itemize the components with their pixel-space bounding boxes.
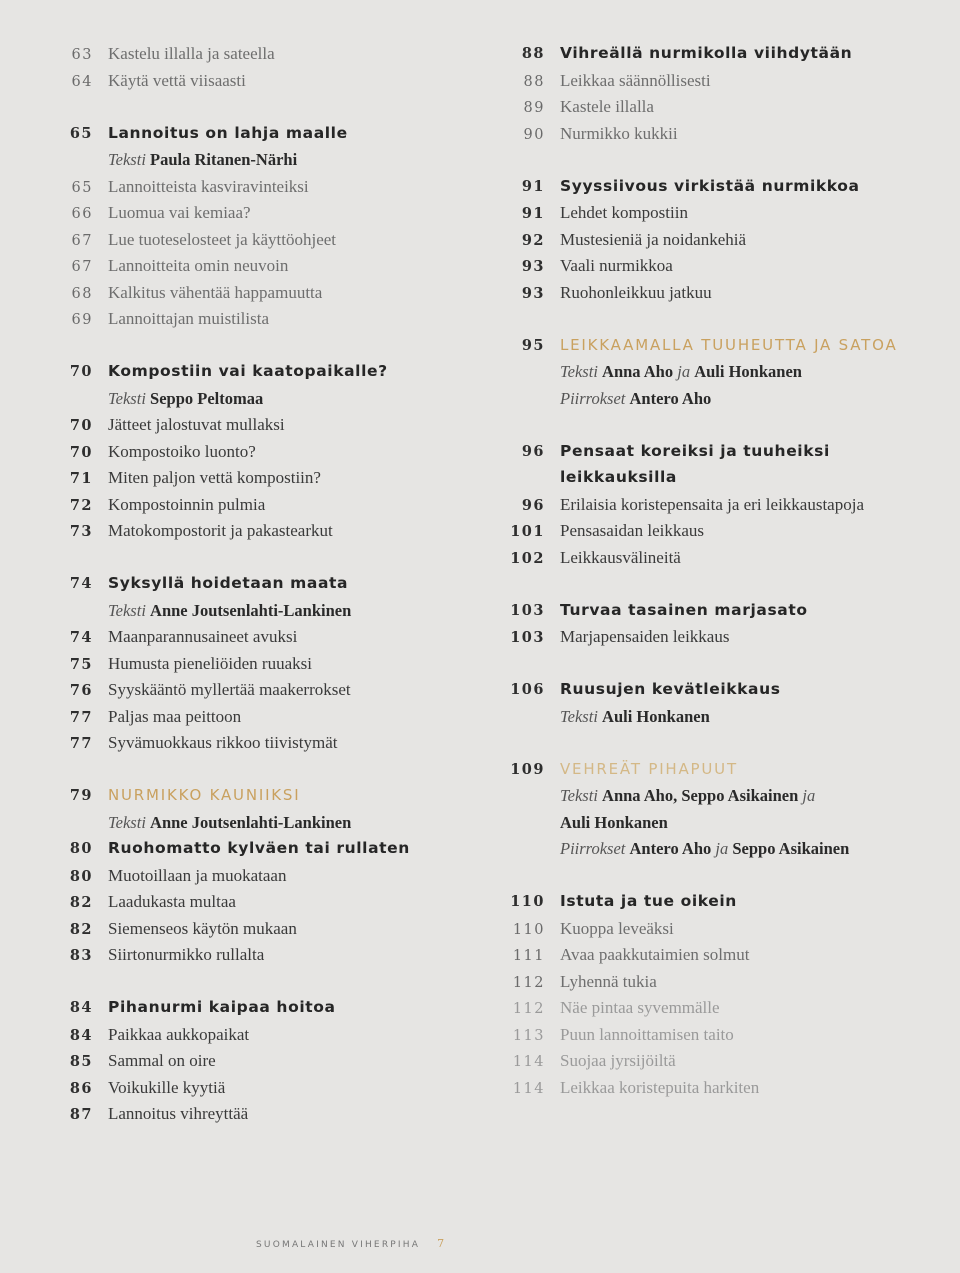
toc-page-number: 82 bbox=[69, 920, 93, 938]
toc-section bbox=[503, 336, 943, 363]
toc-page-number: 113 bbox=[512, 1027, 545, 1044]
toc-title: Lannoitus vihreyttää bbox=[108, 1104, 249, 1123]
toc-page-number: 70 bbox=[69, 417, 93, 434]
toc-page-number: 67 bbox=[71, 232, 93, 249]
toc-page-number: 77 bbox=[69, 708, 93, 726]
toc-title: Lue tuoteselosteet ja käyttöohjeet bbox=[108, 229, 337, 249]
toc-credit bbox=[62, 389, 482, 416]
toc-page-number: 72 bbox=[69, 496, 93, 514]
toc-title: Mustesieniä ja noidankehiä bbox=[560, 229, 747, 249]
toc-entry bbox=[62, 654, 482, 681]
toc-title: Lannoitteita omin neuvoin bbox=[108, 256, 289, 275]
spacer bbox=[62, 548, 482, 575]
toc-page-number: 110 bbox=[510, 893, 545, 910]
toc-entry bbox=[62, 71, 482, 98]
toc-title: Leikkaa säännöllisesti bbox=[560, 70, 711, 90]
toc-title: Pensaat koreiksi ja tuuheiksi bbox=[560, 441, 830, 460]
toc-heading bbox=[62, 574, 482, 601]
toc-entry bbox=[62, 627, 482, 654]
toc-title: Avaa paakkutaimien solmut bbox=[560, 945, 750, 964]
toc-entry bbox=[503, 1025, 943, 1052]
toc-entry bbox=[503, 919, 943, 946]
toc-title: Laadukasta multaa bbox=[108, 892, 236, 911]
toc-page-number: 68 bbox=[71, 285, 93, 302]
credit-line bbox=[560, 362, 802, 382]
toc-title: Kompostoinnin pulmia bbox=[108, 494, 266, 514]
toc-title: Sammal on oire bbox=[108, 1051, 216, 1070]
toc-title: VEHREÄT PIHAPUUT bbox=[560, 759, 738, 778]
toc-page-number: 114 bbox=[512, 1080, 545, 1097]
page-number: 7 bbox=[437, 1237, 447, 1250]
toc-entry bbox=[503, 203, 943, 230]
toc-entry bbox=[503, 71, 943, 98]
spacer bbox=[62, 336, 482, 363]
toc-title: Voikukille kyytiä bbox=[108, 1077, 226, 1097]
toc-entry bbox=[62, 707, 482, 734]
toc-title: Pihanurmi kaipaa hoitoa bbox=[108, 998, 336, 1016]
toc-page-number: 74 bbox=[69, 575, 93, 592]
toc-credit bbox=[503, 707, 943, 734]
toc-page-number: 80 bbox=[69, 867, 93, 885]
toc-entry bbox=[62, 919, 482, 946]
toc-title: Käytä vettä viisaasti bbox=[108, 70, 246, 90]
toc-entry bbox=[62, 256, 482, 283]
footer-label: SUOMALAINEN VIHERPIHA bbox=[256, 1240, 421, 1250]
credit-name: Anna Aho, Seppo Asikainen bbox=[602, 786, 799, 805]
toc-page-number: 101 bbox=[510, 523, 545, 540]
toc-title: Paljas maa peittoon bbox=[108, 706, 242, 726]
toc-left-column bbox=[62, 44, 482, 1131]
toc-entry bbox=[62, 680, 482, 707]
toc-heading bbox=[62, 362, 482, 389]
toc-entry bbox=[503, 998, 943, 1025]
toc-title: Kastelu illalla ja sateella bbox=[108, 44, 275, 63]
toc-credit bbox=[503, 786, 943, 813]
toc-heading bbox=[503, 442, 943, 469]
toc-entry bbox=[503, 97, 943, 124]
spacer bbox=[503, 574, 943, 601]
toc-page-number: 96 bbox=[521, 496, 545, 514]
toc-title: Puun lannoittamisen taito bbox=[560, 1024, 734, 1044]
credit-role: Teksti bbox=[108, 388, 146, 408]
spacer bbox=[503, 309, 943, 336]
toc-entry bbox=[503, 627, 943, 654]
credit-name: Seppo Asikainen bbox=[732, 839, 850, 858]
toc-heading bbox=[62, 839, 482, 866]
toc-page-number: 114 bbox=[512, 1054, 545, 1070]
credit-line bbox=[108, 601, 351, 621]
toc-heading bbox=[503, 892, 943, 919]
credit-name: Anne Joutsenlahti-Lankinen bbox=[150, 812, 352, 832]
toc-entry bbox=[62, 866, 482, 893]
toc-title: Leikkaa koristepuita harkiten bbox=[560, 1077, 760, 1097]
toc-entry bbox=[503, 1078, 943, 1105]
toc-page-number: 111 bbox=[512, 948, 545, 964]
toc-title: NURMIKKO KAUNIIKSI bbox=[108, 786, 301, 804]
toc-title: LEIKKAAMALLA TUUHEUTTA JA SATOA bbox=[560, 335, 898, 354]
toc-entry bbox=[62, 1025, 482, 1052]
toc-title: Kuoppa leveäksi bbox=[560, 918, 674, 938]
toc-title: Lannoittajan muistilista bbox=[108, 309, 270, 328]
credit-name: Anna Aho bbox=[602, 362, 674, 381]
toc-entry bbox=[503, 283, 943, 310]
toc-entry bbox=[503, 548, 943, 575]
toc-page-number: 96 bbox=[521, 442, 545, 460]
credit-name: Paula Ritanen-Närhi bbox=[150, 150, 298, 169]
spacer bbox=[62, 972, 482, 999]
credit-line bbox=[560, 389, 711, 409]
toc-page-number: 93 bbox=[521, 284, 545, 302]
credit-line bbox=[108, 813, 351, 833]
toc-entry bbox=[503, 495, 943, 522]
toc-credit bbox=[62, 813, 482, 840]
toc-right-column bbox=[503, 44, 943, 1104]
credit-name: Antero Aho bbox=[629, 388, 712, 408]
toc-page-number: 80 bbox=[69, 840, 93, 857]
toc-page-number: 89 bbox=[523, 100, 545, 116]
toc-page-number: 91 bbox=[521, 205, 545, 222]
toc-page-number: 95 bbox=[521, 336, 545, 354]
toc-heading bbox=[62, 998, 482, 1025]
spacer bbox=[503, 866, 943, 893]
toc-page-number: 76 bbox=[69, 682, 93, 699]
toc-entry bbox=[62, 44, 482, 71]
credit-role: Teksti bbox=[108, 600, 146, 620]
toc-entry bbox=[62, 230, 482, 257]
toc-section bbox=[62, 786, 482, 813]
toc-title: Kompostiin vai kaatopaikalle? bbox=[108, 362, 388, 380]
toc-entry bbox=[62, 415, 482, 442]
toc-page-number: 102 bbox=[510, 549, 545, 567]
toc-entry bbox=[62, 283, 482, 310]
toc-title: Istuta ja tue oikein bbox=[560, 892, 737, 910]
toc-page-number: 86 bbox=[69, 1079, 93, 1097]
toc-page-number: 75 bbox=[69, 655, 93, 673]
toc-title: Ruusujen kevätleikkaus bbox=[560, 680, 781, 698]
toc-title: Luomua vai kemiaa? bbox=[108, 203, 251, 222]
credit-role: Piirrokset bbox=[560, 839, 626, 858]
toc-page-number: 110 bbox=[512, 921, 545, 938]
toc-page-number: 103 bbox=[510, 601, 545, 619]
toc-title: Suojaa jyrsijöiltä bbox=[560, 1051, 676, 1070]
toc-title: Ruohomatto kylväen tai rullaten bbox=[108, 839, 410, 857]
page-footer bbox=[256, 1237, 446, 1250]
toc-entry bbox=[503, 945, 943, 972]
toc-title: Lehdet kompostiin bbox=[560, 203, 688, 222]
toc-page-number: 82 bbox=[69, 894, 93, 911]
toc-page-number: 93 bbox=[521, 258, 545, 275]
credit-role: Teksti bbox=[108, 812, 146, 832]
toc-title: Ruohonleikkuu jatkuu bbox=[560, 282, 712, 302]
credit-name: Seppo Peltomaa bbox=[150, 388, 264, 408]
toc-title: Kastele illalla bbox=[560, 97, 654, 116]
toc-entry bbox=[62, 495, 482, 522]
toc-heading bbox=[503, 44, 943, 71]
toc-page-number: 67 bbox=[71, 259, 93, 275]
toc-entry bbox=[62, 309, 482, 336]
toc-title: Nurmikko kukkii bbox=[560, 123, 678, 143]
toc-page-number: 84 bbox=[69, 1026, 93, 1044]
credit-line bbox=[108, 389, 263, 409]
spacer bbox=[503, 654, 943, 681]
toc-page-number: 88 bbox=[523, 73, 545, 90]
toc-title: Syyssiivous virkistää nurmikkoa bbox=[560, 176, 860, 195]
toc-page-number: 83 bbox=[69, 947, 93, 964]
toc-page-number: 65 bbox=[69, 124, 93, 142]
credit-name: Auli Honkanen bbox=[560, 812, 668, 832]
toc-title: Erilaisia koristepensaita ja eri leikkaustapoja bbox=[560, 494, 864, 514]
toc-entry bbox=[503, 521, 943, 548]
toc-title: Muotoillaan ja muokataan bbox=[108, 865, 287, 885]
toc-title: Matokompostorit ja pakastearkut bbox=[108, 521, 333, 540]
toc-title: Näe pintaa syvemmälle bbox=[560, 998, 720, 1017]
toc-title: Maanparannusaineet avuksi bbox=[108, 627, 298, 646]
toc-title: Turvaa tasainen marjasato bbox=[560, 600, 808, 619]
toc-title: Kompostoiko luonto? bbox=[108, 441, 256, 461]
toc-title: Marjapensaiden leikkaus bbox=[560, 627, 730, 646]
toc-credit bbox=[503, 362, 943, 389]
toc-title: Siemenseos käytön mukaan bbox=[108, 918, 297, 938]
toc-page-number: 92 bbox=[521, 231, 545, 249]
toc-page-number: 106 bbox=[510, 681, 545, 698]
toc-entry bbox=[62, 177, 482, 204]
toc-title: Vihreällä nurmikolla viihdytään bbox=[560, 44, 853, 62]
toc-page-number: 79 bbox=[69, 787, 93, 804]
toc-entry bbox=[62, 521, 482, 548]
toc-title: leikkauksilla bbox=[560, 468, 677, 486]
credit-role: ja bbox=[677, 362, 691, 381]
credit-role: Teksti bbox=[560, 786, 598, 805]
toc-title: Lannoitus on lahja maalle bbox=[108, 123, 348, 142]
toc-title: Paikkaa aukkopaikat bbox=[108, 1024, 250, 1044]
toc-page-number: 70 bbox=[69, 363, 93, 380]
toc-page-number: 74 bbox=[69, 629, 93, 646]
credit-role: Piirrokset bbox=[560, 388, 626, 408]
toc-entry bbox=[62, 1051, 482, 1078]
toc-entry bbox=[503, 256, 943, 283]
toc-page-number: 71 bbox=[69, 470, 93, 487]
toc-entry bbox=[503, 230, 943, 257]
credit-line bbox=[108, 150, 297, 170]
toc-entry bbox=[62, 733, 482, 760]
toc-title: Syvämuokkaus rikkoo tiivistymät bbox=[108, 733, 338, 752]
credit-role: Teksti bbox=[108, 150, 146, 169]
toc-entry bbox=[62, 1104, 482, 1131]
credit-name: Antero Aho bbox=[629, 839, 712, 858]
toc-credit bbox=[503, 813, 943, 840]
toc-title: Kalkitus vähentää happamuutta bbox=[108, 282, 323, 302]
toc-title: Syksyllä hoidetaan maata bbox=[108, 574, 349, 592]
toc-credit bbox=[62, 150, 482, 177]
credit-name: Anne Joutsenlahti-Lankinen bbox=[150, 600, 352, 620]
toc-title: Vaali nurmikkoa bbox=[560, 256, 673, 275]
toc-page-number: 70 bbox=[69, 443, 93, 461]
toc-page-number: 73 bbox=[69, 523, 93, 540]
toc-page-number: 64 bbox=[71, 73, 93, 90]
credit-line bbox=[560, 786, 815, 806]
toc-page-number: 103 bbox=[510, 629, 545, 646]
toc-page-number: 69 bbox=[71, 312, 93, 328]
toc-entry bbox=[503, 972, 943, 999]
toc-heading bbox=[503, 680, 943, 707]
toc-page-number: 87 bbox=[69, 1106, 93, 1123]
toc-heading bbox=[503, 177, 943, 204]
toc-page-number: 112 bbox=[512, 1001, 545, 1017]
credit-line bbox=[560, 813, 668, 833]
credit-role: ja bbox=[715, 839, 729, 858]
toc-page-number: 65 bbox=[71, 179, 93, 196]
toc-heading bbox=[62, 124, 482, 151]
toc-title: Leikkausvälineitä bbox=[560, 547, 681, 567]
toc-entry bbox=[503, 1051, 943, 1078]
toc-page-number: 77 bbox=[69, 735, 93, 752]
toc-section bbox=[503, 760, 943, 787]
toc-credit bbox=[62, 601, 482, 628]
credit-role: Teksti bbox=[560, 362, 598, 381]
toc-page-number: 90 bbox=[523, 126, 545, 143]
credit-line bbox=[560, 707, 710, 727]
toc-credit bbox=[503, 389, 943, 416]
toc-page-number: 109 bbox=[510, 760, 545, 778]
toc-page-number: 84 bbox=[69, 999, 93, 1016]
spacer bbox=[503, 733, 943, 760]
toc-entry bbox=[62, 203, 482, 230]
toc-page-number: 112 bbox=[512, 974, 545, 991]
toc-title: Pensasaidan leikkaus bbox=[560, 521, 704, 540]
toc-title: Miten paljon vettä kompostiin? bbox=[108, 468, 321, 487]
spacer bbox=[62, 97, 482, 124]
toc-entry bbox=[62, 468, 482, 495]
toc-title: Lyhennä tukia bbox=[560, 971, 657, 991]
toc-entry bbox=[62, 442, 482, 469]
toc-page-number: 88 bbox=[521, 45, 545, 62]
toc-credit bbox=[503, 839, 943, 866]
toc-title: Siirtonurmikko rullalta bbox=[108, 945, 265, 964]
toc-title: Syyskääntö myllertää maakerrokset bbox=[108, 680, 351, 699]
credit-line bbox=[560, 839, 849, 859]
toc-heading bbox=[503, 468, 943, 495]
toc-title: Lannoitteista kasviravinteiksi bbox=[108, 176, 309, 196]
spacer bbox=[503, 150, 943, 177]
toc-page-number: 66 bbox=[71, 206, 93, 222]
credit-name: Auli Honkanen bbox=[602, 706, 710, 726]
toc-entry bbox=[62, 892, 482, 919]
spacer bbox=[503, 415, 943, 442]
credit-name: Auli Honkanen bbox=[694, 362, 802, 381]
spacer bbox=[62, 760, 482, 787]
toc-entry bbox=[62, 945, 482, 972]
credit-role: Teksti bbox=[560, 706, 598, 726]
toc-entry bbox=[503, 124, 943, 151]
credit-role: ja bbox=[802, 786, 816, 805]
toc-page-number: 63 bbox=[71, 47, 93, 63]
toc-title: Jätteet jalostuvat mullaksi bbox=[108, 415, 285, 434]
toc-title: Humusta pieneliöiden ruuaksi bbox=[108, 653, 312, 673]
toc-page-number: 85 bbox=[69, 1053, 93, 1070]
toc-page-number: 91 bbox=[521, 177, 545, 195]
toc-entry bbox=[62, 1078, 482, 1105]
toc-heading bbox=[503, 601, 943, 628]
